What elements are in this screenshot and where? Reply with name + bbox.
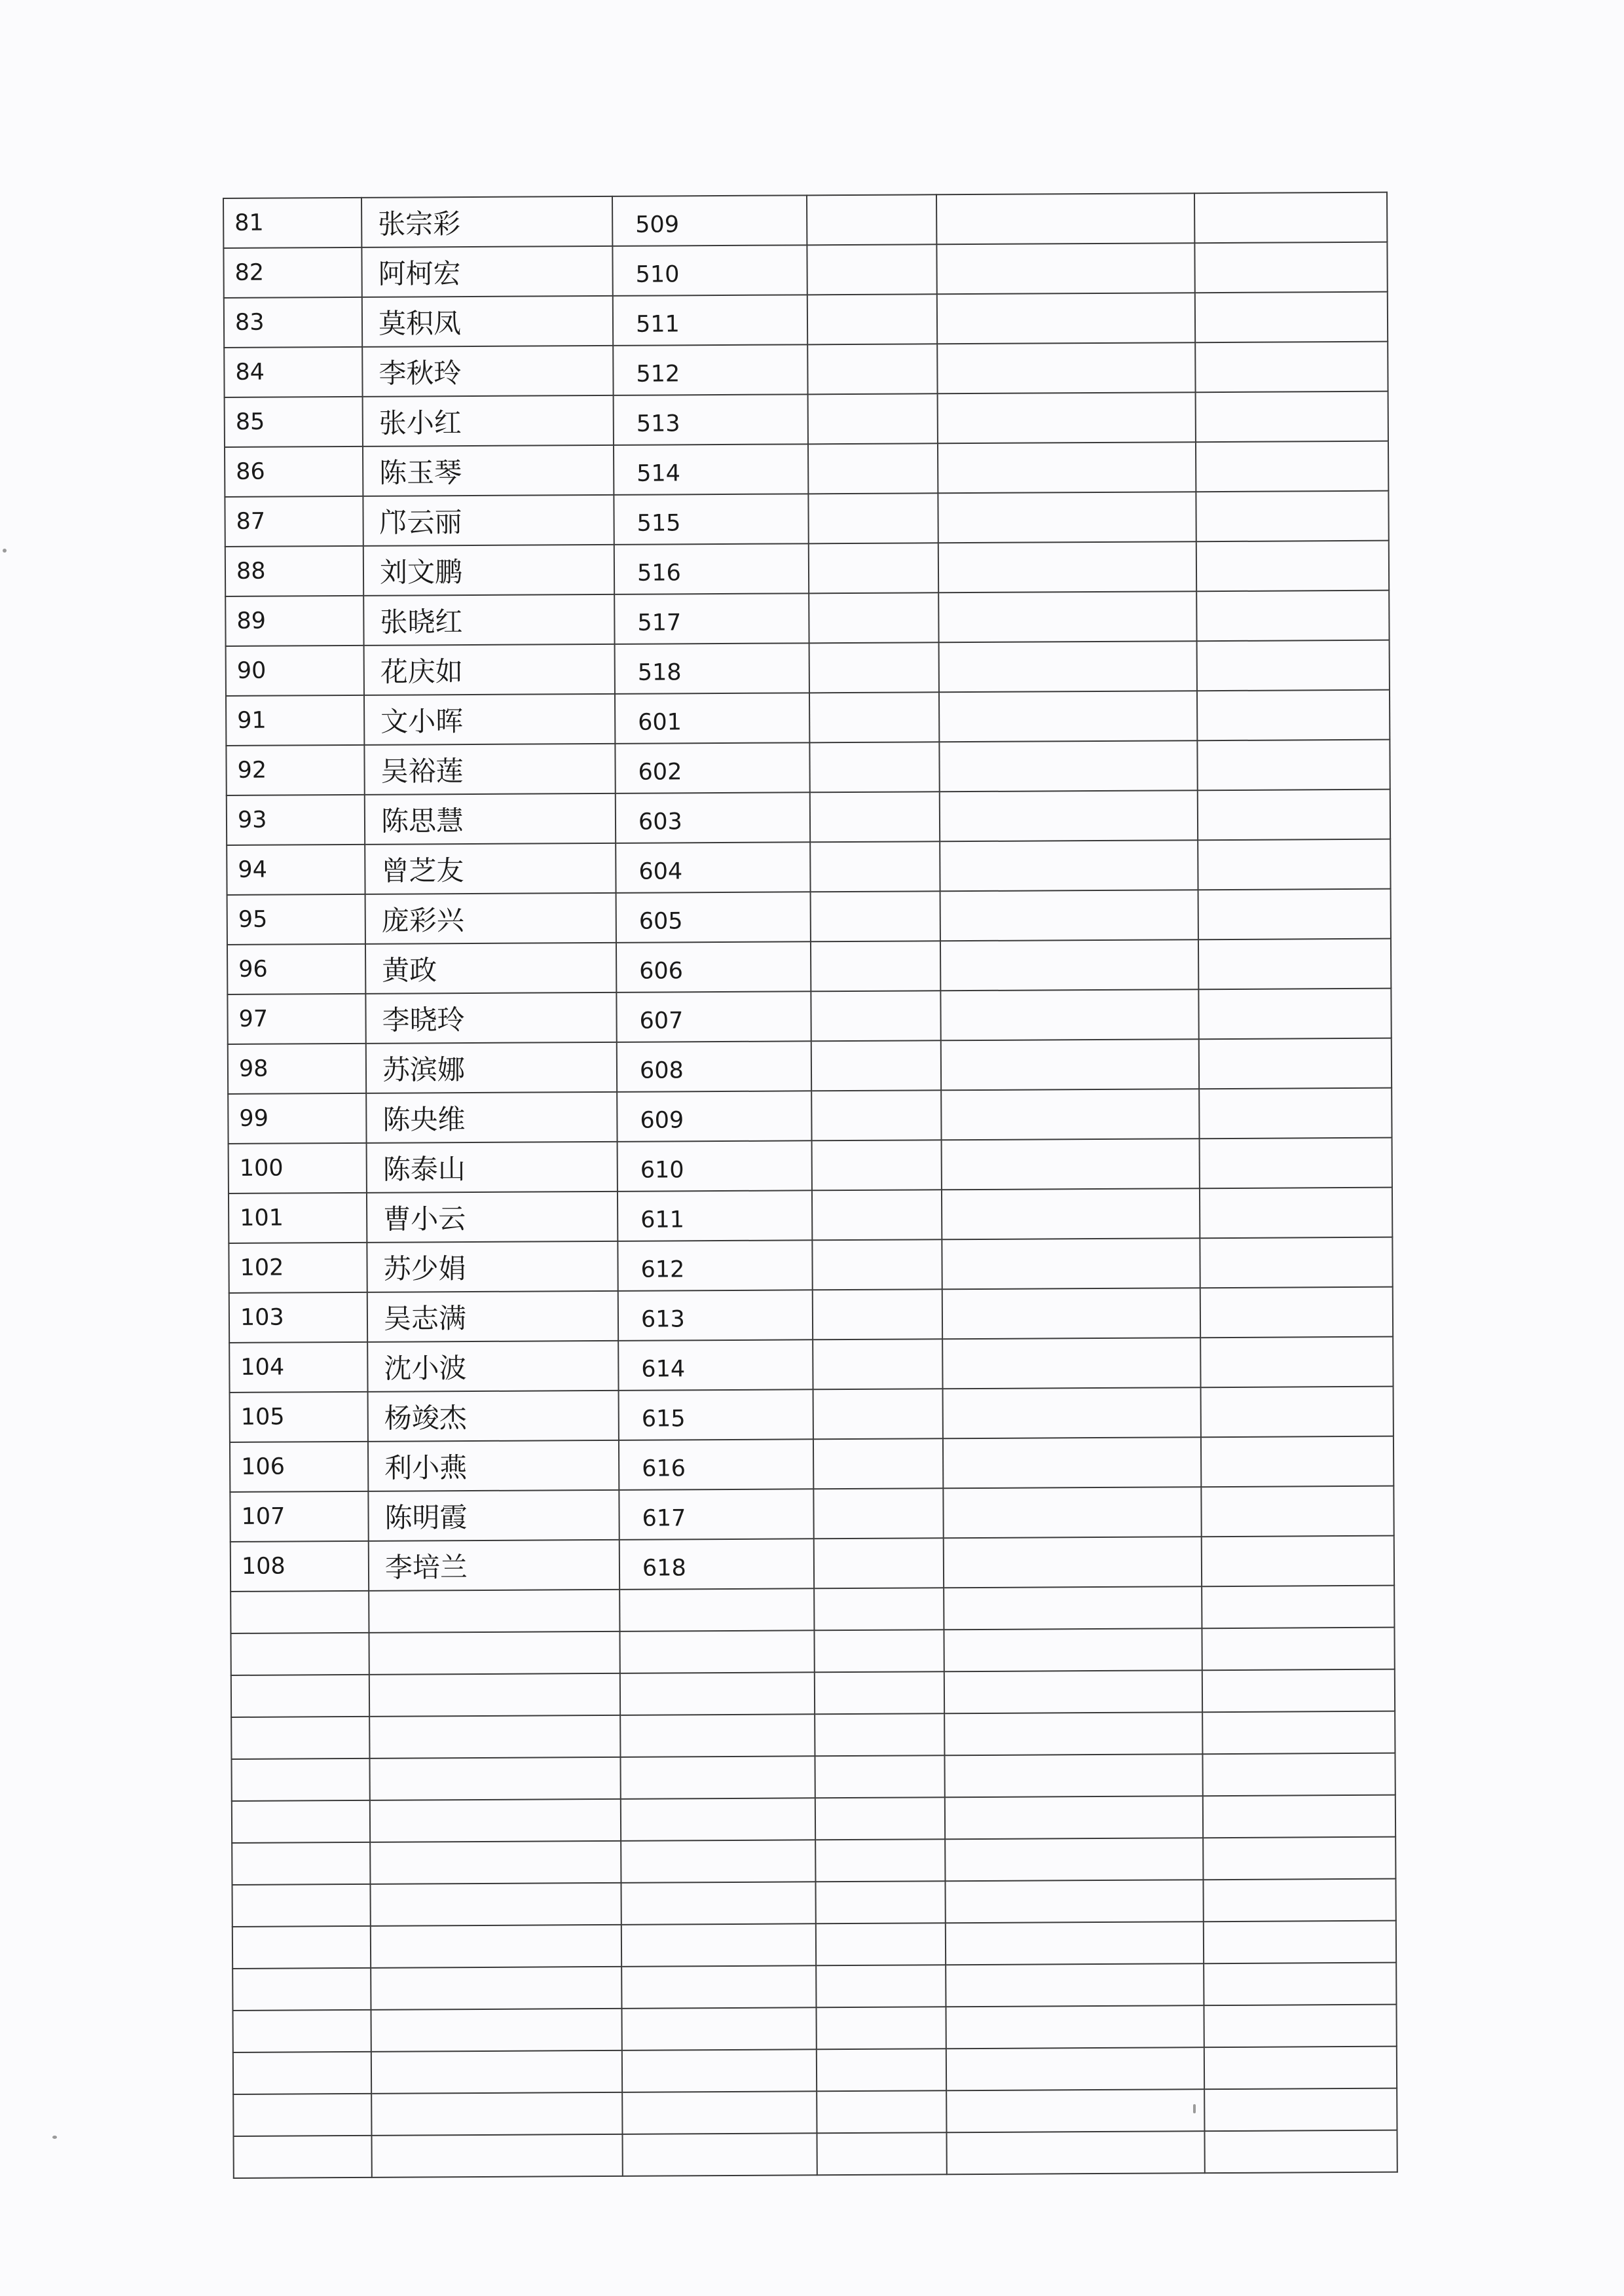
table-row bbox=[226, 740, 1390, 795]
name-cell: 黄政 bbox=[365, 943, 616, 994]
room-number-cell: 609 bbox=[617, 1091, 811, 1142]
row-number-cell: 101 bbox=[229, 1193, 367, 1243]
empty-cell bbox=[1194, 242, 1387, 293]
empty-cell bbox=[808, 443, 938, 494]
room-number-cell: 607 bbox=[616, 991, 811, 1042]
empty-cell bbox=[1203, 1795, 1395, 1838]
row-number-cell: 81 bbox=[223, 198, 361, 248]
table-row bbox=[230, 1387, 1393, 1442]
empty-cell bbox=[1195, 342, 1388, 393]
empty-cell bbox=[1202, 1628, 1394, 1671]
name-cell: 曹小云 bbox=[367, 1192, 618, 1243]
row-number-cell: 106 bbox=[230, 1442, 368, 1492]
empty-cell bbox=[621, 1798, 815, 1841]
row-number-cell: 92 bbox=[226, 745, 364, 795]
name-cell: 沈小波 bbox=[367, 1341, 618, 1392]
empty-cell bbox=[619, 1630, 814, 1673]
empty-cell bbox=[1201, 1387, 1393, 1438]
empty-cell bbox=[1196, 591, 1389, 642]
empty-table-row bbox=[232, 1795, 1395, 1843]
empty-cell bbox=[814, 1538, 944, 1588]
table-row bbox=[226, 640, 1390, 696]
empty-cell bbox=[233, 2052, 371, 2094]
empty-cell bbox=[370, 1883, 621, 1926]
table-row bbox=[229, 1287, 1393, 1343]
empty-cell bbox=[936, 243, 1194, 294]
row-number-cell: 96 bbox=[227, 944, 365, 994]
table-row bbox=[227, 989, 1391, 1044]
room-number-cell: 618 bbox=[619, 1539, 814, 1590]
room-number-cell: 513 bbox=[614, 394, 808, 445]
empty-cell bbox=[1204, 1963, 1396, 2006]
table-row bbox=[223, 242, 1387, 298]
table-row bbox=[223, 192, 1387, 248]
empty-cell bbox=[232, 2010, 371, 2052]
table-row bbox=[227, 839, 1390, 895]
empty-cell bbox=[944, 1712, 1202, 1755]
empty-cell bbox=[811, 991, 940, 1041]
table-row bbox=[228, 1038, 1392, 1094]
empty-table-row bbox=[231, 1586, 1394, 1633]
room-number-cell: 611 bbox=[618, 1190, 812, 1241]
empty-cell bbox=[816, 2007, 946, 2049]
empty-table-row bbox=[232, 1921, 1396, 1969]
empty-cell bbox=[807, 344, 937, 394]
empty-cell bbox=[808, 493, 938, 543]
empty-cell bbox=[815, 1755, 944, 1798]
empty-cell bbox=[937, 293, 1195, 344]
empty-cell bbox=[1194, 192, 1387, 244]
room-number-cell: 518 bbox=[615, 643, 809, 694]
empty-cell bbox=[1196, 541, 1389, 592]
empty-cell bbox=[1198, 889, 1391, 940]
name-cell: 刘文鹏 bbox=[363, 545, 614, 596]
empty-cell bbox=[813, 1488, 943, 1539]
empty-cell bbox=[1203, 1879, 1395, 1922]
room-number-cell: 517 bbox=[614, 593, 809, 644]
empty-cell bbox=[944, 1670, 1202, 1713]
table-row bbox=[229, 1138, 1392, 1194]
row-number-cell: 89 bbox=[225, 596, 363, 646]
empty-cell bbox=[940, 989, 1198, 1040]
empty-cell bbox=[369, 1631, 619, 1675]
empty-cell bbox=[938, 591, 1196, 642]
empty-cell bbox=[234, 2136, 372, 2178]
name-cell: 李培兰 bbox=[369, 1540, 619, 1591]
empty-cell bbox=[1200, 1188, 1392, 1239]
empty-cell bbox=[1197, 640, 1390, 691]
room-number-cell: 614 bbox=[618, 1339, 813, 1391]
row-number-cell: 94 bbox=[227, 845, 365, 895]
empty-table-row bbox=[232, 1879, 1395, 1927]
empty-cell bbox=[942, 1188, 1200, 1239]
name-cell: 吴志满 bbox=[367, 1291, 618, 1342]
empty-cell bbox=[942, 1238, 1200, 1289]
room-number-cell: 615 bbox=[619, 1389, 813, 1440]
room-number-cell: 515 bbox=[614, 494, 808, 545]
empty-cell bbox=[621, 2007, 816, 2050]
row-number-cell: 90 bbox=[226, 646, 364, 696]
empty-cell bbox=[1197, 690, 1390, 741]
row-number-cell: 83 bbox=[224, 297, 362, 348]
empty-cell bbox=[1202, 1753, 1395, 1796]
empty-cell bbox=[809, 692, 939, 742]
empty-cell bbox=[944, 1586, 1202, 1630]
name-cell: 庞彩兴 bbox=[365, 893, 616, 944]
row-number-cell: 103 bbox=[229, 1292, 367, 1343]
table-row bbox=[225, 392, 1388, 447]
empty-cell bbox=[939, 740, 1197, 792]
empty-cell bbox=[622, 2133, 817, 2176]
empty-cell bbox=[620, 1756, 815, 1799]
empty-cell bbox=[232, 1842, 370, 1885]
room-number-cell: 606 bbox=[616, 941, 811, 993]
name-cell: 陈明霞 bbox=[368, 1490, 619, 1541]
empty-cell bbox=[812, 1140, 942, 1190]
name-cell: 李秋玲 bbox=[362, 346, 613, 397]
room-number-cell: 510 bbox=[612, 245, 807, 296]
empty-cell bbox=[815, 1881, 945, 1923]
empty-cell bbox=[817, 2090, 946, 2133]
empty-cell bbox=[946, 2005, 1204, 2049]
empty-cell bbox=[232, 1926, 371, 1969]
empty-cell bbox=[807, 244, 936, 295]
table-row bbox=[225, 591, 1389, 646]
empty-cell bbox=[232, 1968, 371, 2011]
empty-cell bbox=[370, 1841, 621, 1884]
row-number-cell: 108 bbox=[231, 1541, 369, 1592]
table-row bbox=[227, 790, 1390, 845]
row-number-cell: 82 bbox=[223, 247, 361, 298]
table-row bbox=[229, 1188, 1392, 1243]
empty-cell bbox=[939, 691, 1197, 742]
table-row bbox=[227, 939, 1391, 994]
name-cell: 张晓红 bbox=[363, 594, 614, 646]
name-cell: 曾芝友 bbox=[365, 843, 616, 894]
empty-cell bbox=[1199, 1038, 1392, 1089]
empty-cell bbox=[620, 1672, 815, 1715]
empty-cell bbox=[369, 1757, 620, 1800]
table-row bbox=[224, 342, 1388, 397]
empty-cell bbox=[811, 941, 940, 991]
empty-cell bbox=[1196, 392, 1388, 443]
empty-cell bbox=[619, 1588, 814, 1631]
empty-cell bbox=[814, 1630, 944, 1672]
empty-cell bbox=[937, 342, 1195, 393]
empty-cell bbox=[231, 1758, 369, 1801]
table-row bbox=[229, 1237, 1392, 1293]
empty-cell bbox=[621, 1882, 815, 1925]
empty-cell bbox=[936, 193, 1194, 244]
empty-cell bbox=[945, 1838, 1203, 1881]
empty-cell bbox=[946, 1963, 1204, 2007]
empty-cell bbox=[811, 891, 940, 941]
empty-cell bbox=[231, 1717, 369, 1759]
empty-cell bbox=[369, 1590, 619, 1633]
name-cell: 陈央维 bbox=[366, 1092, 617, 1143]
empty-cell bbox=[1202, 1536, 1394, 1587]
empty-cell bbox=[809, 742, 939, 792]
empty-cell bbox=[812, 1239, 942, 1290]
empty-cell bbox=[1202, 1711, 1395, 1755]
empty-cell bbox=[1204, 2130, 1397, 2174]
empty-cell bbox=[811, 1040, 941, 1091]
name-cell: 吴裕莲 bbox=[364, 744, 615, 795]
empty-cell bbox=[942, 1338, 1200, 1389]
empty-cell bbox=[622, 2091, 817, 2134]
empty-cell bbox=[817, 2049, 946, 2091]
name-cell: 李晓玲 bbox=[365, 993, 616, 1044]
empty-cell bbox=[370, 1799, 621, 1842]
room-number-cell: 613 bbox=[618, 1290, 813, 1341]
room-number-cell: 610 bbox=[618, 1140, 812, 1192]
row-number-cell: 95 bbox=[227, 894, 365, 945]
empty-cell bbox=[943, 1437, 1201, 1488]
room-number-cell: 601 bbox=[615, 693, 809, 744]
empty-cell bbox=[816, 1923, 946, 1965]
name-cell: 苏滨娜 bbox=[366, 1042, 617, 1093]
empty-cell bbox=[813, 1438, 943, 1489]
name-cell: 陈思慧 bbox=[365, 793, 616, 845]
empty-cell bbox=[809, 543, 938, 593]
empty-cell bbox=[1201, 1436, 1393, 1487]
empty-cell bbox=[942, 1139, 1200, 1190]
room-number-cell: 509 bbox=[612, 195, 807, 246]
empty-cell bbox=[946, 1922, 1204, 1965]
room-number-cell: 612 bbox=[618, 1240, 812, 1291]
empty-cell bbox=[1196, 441, 1388, 492]
row-number-cell: 85 bbox=[225, 397, 363, 447]
empty-cell bbox=[232, 1884, 370, 1927]
empty-table-row bbox=[232, 2005, 1396, 2052]
empty-cell bbox=[231, 1675, 369, 1717]
scan-speck bbox=[1193, 2104, 1196, 2113]
table-row bbox=[225, 491, 1388, 547]
table-row bbox=[230, 1436, 1393, 1492]
name-cell: 莫积凤 bbox=[362, 296, 613, 347]
empty-cell bbox=[622, 2049, 817, 2092]
room-number-cell: 514 bbox=[614, 444, 808, 495]
empty-cell bbox=[811, 1090, 941, 1140]
empty-cell bbox=[1200, 1237, 1392, 1288]
room-number-cell: 604 bbox=[616, 842, 810, 893]
empty-cell bbox=[1202, 1669, 1395, 1713]
row-number-cell: 87 bbox=[225, 496, 363, 547]
room-number-cell: 605 bbox=[616, 892, 811, 943]
empty-cell bbox=[1196, 491, 1388, 542]
room-number-cell: 616 bbox=[619, 1439, 813, 1490]
empty-cell bbox=[940, 840, 1198, 891]
table-row bbox=[230, 1486, 1393, 1542]
empty-cell bbox=[812, 1190, 942, 1240]
name-cell: 邝云丽 bbox=[363, 495, 614, 546]
empty-cell bbox=[946, 2047, 1204, 2090]
empty-cell bbox=[815, 1671, 944, 1714]
empty-cell bbox=[941, 1089, 1199, 1140]
empty-cell bbox=[231, 1591, 369, 1633]
empty-cell bbox=[809, 642, 939, 693]
name-cell: 利小燕 bbox=[368, 1440, 619, 1491]
room-number-cell: 603 bbox=[616, 792, 810, 843]
room-number-cell: 511 bbox=[613, 295, 807, 346]
row-number-cell: 105 bbox=[230, 1392, 368, 1442]
row-number-cell: 97 bbox=[227, 994, 365, 1044]
row-number-cell: 102 bbox=[229, 1243, 367, 1293]
table-row bbox=[229, 1337, 1393, 1393]
row-number-cell: 88 bbox=[225, 546, 363, 596]
empty-table-row bbox=[232, 1963, 1396, 2011]
empty-cell bbox=[946, 2089, 1204, 2132]
empty-cell bbox=[231, 1633, 369, 1675]
room-number-cell: 516 bbox=[614, 543, 809, 594]
name-cell: 阿柯宏 bbox=[361, 246, 612, 297]
empty-cell bbox=[233, 2094, 371, 2136]
empty-table-row bbox=[231, 1669, 1395, 1717]
name-cell: 陈玉琴 bbox=[363, 445, 614, 496]
empty-cell bbox=[816, 1965, 946, 2007]
empty-table-row bbox=[231, 1628, 1394, 1675]
table-row bbox=[225, 541, 1389, 596]
row-number-cell: 98 bbox=[228, 1044, 366, 1094]
empty-cell bbox=[808, 393, 938, 444]
empty-cell bbox=[372, 2134, 623, 2178]
empty-cell bbox=[944, 1537, 1202, 1588]
empty-cell bbox=[1204, 2088, 1397, 2132]
empty-cell bbox=[815, 1797, 945, 1840]
name-cell: 文小晖 bbox=[364, 694, 615, 745]
roster-table bbox=[223, 192, 1398, 2179]
empty-cell bbox=[807, 294, 937, 344]
table-row bbox=[226, 690, 1390, 746]
empty-cell bbox=[813, 1389, 943, 1439]
empty-cell bbox=[1200, 1337, 1393, 1388]
empty-cell bbox=[939, 641, 1197, 692]
empty-cell bbox=[943, 1487, 1201, 1538]
empty-cell bbox=[369, 1715, 620, 1758]
row-number-cell: 86 bbox=[225, 446, 363, 497]
name-cell: 杨竣杰 bbox=[368, 1391, 619, 1442]
table-row bbox=[231, 1536, 1394, 1592]
empty-cell bbox=[1199, 1088, 1392, 1139]
row-number-cell: 91 bbox=[226, 695, 364, 746]
table-row bbox=[225, 441, 1388, 497]
empty-cell bbox=[813, 1289, 942, 1339]
empty-cell bbox=[232, 1800, 370, 1843]
empty-cell bbox=[941, 1039, 1199, 1090]
name-cell: 苏少娟 bbox=[367, 1241, 618, 1292]
room-number-cell: 512 bbox=[613, 344, 807, 395]
empty-cell bbox=[1198, 839, 1390, 890]
name-cell: 花庆如 bbox=[364, 644, 615, 695]
table-row bbox=[227, 889, 1391, 945]
empty-cell bbox=[1195, 292, 1388, 343]
empty-cell bbox=[371, 2092, 622, 2136]
table-row bbox=[224, 292, 1388, 348]
empty-cell bbox=[1204, 1921, 1396, 1964]
row-number-cell: 100 bbox=[229, 1143, 367, 1194]
empty-cell bbox=[938, 392, 1196, 443]
empty-cell bbox=[371, 2009, 621, 2052]
empty-table-row bbox=[233, 2088, 1397, 2136]
scan-speck bbox=[52, 2136, 57, 2139]
empty-cell bbox=[621, 1840, 815, 1883]
row-number-cell: 93 bbox=[227, 795, 365, 845]
empty-cell bbox=[1198, 989, 1391, 1040]
empty-cell bbox=[943, 1387, 1201, 1438]
empty-cell bbox=[815, 1713, 944, 1756]
row-number-cell: 104 bbox=[229, 1342, 367, 1393]
empty-cell bbox=[1198, 939, 1391, 990]
row-number-cell: 84 bbox=[224, 347, 362, 397]
scan-speck bbox=[3, 549, 7, 553]
name-cell: 陈泰山 bbox=[367, 1142, 618, 1193]
table-row bbox=[228, 1088, 1392, 1144]
empty-cell bbox=[621, 1965, 816, 2009]
empty-cell bbox=[1200, 1287, 1393, 1338]
name-cell: 张宗彩 bbox=[361, 196, 612, 247]
empty-table-row bbox=[232, 1837, 1395, 1885]
name-cell: 张小红 bbox=[363, 395, 614, 446]
empty-cell bbox=[942, 1288, 1200, 1339]
empty-cell bbox=[371, 1925, 621, 1968]
empty-cell bbox=[944, 1628, 1202, 1671]
row-number-cell: 99 bbox=[228, 1093, 366, 1144]
empty-cell bbox=[938, 541, 1196, 592]
empty-cell bbox=[940, 890, 1198, 941]
empty-cell bbox=[1203, 1837, 1395, 1880]
empty-cell bbox=[807, 194, 936, 245]
empty-cell bbox=[620, 1714, 815, 1757]
room-number-cell: 602 bbox=[615, 742, 809, 793]
room-number-cell: 617 bbox=[619, 1489, 813, 1540]
empty-cell bbox=[810, 792, 940, 842]
row-number-cell: 107 bbox=[230, 1491, 368, 1542]
empty-cell bbox=[369, 1673, 620, 1717]
empty-cell bbox=[1201, 1486, 1393, 1537]
empty-cell bbox=[1200, 1138, 1392, 1189]
roster-table-body bbox=[223, 192, 1397, 2178]
empty-cell bbox=[945, 1880, 1203, 1923]
empty-cell bbox=[1198, 790, 1390, 841]
empty-cell bbox=[940, 790, 1198, 841]
empty-table-row bbox=[231, 1753, 1395, 1801]
empty-cell bbox=[815, 1839, 945, 1882]
empty-cell bbox=[1197, 740, 1390, 791]
empty-table-row bbox=[233, 2047, 1397, 2094]
empty-cell bbox=[1202, 1586, 1394, 1629]
empty-cell bbox=[371, 1967, 621, 2010]
empty-table-row bbox=[234, 2130, 1397, 2178]
empty-cell bbox=[817, 2132, 946, 2175]
empty-cell bbox=[813, 1339, 942, 1389]
empty-cell bbox=[1204, 2047, 1397, 2090]
empty-cell bbox=[938, 492, 1196, 543]
empty-cell bbox=[810, 841, 940, 892]
empty-cell bbox=[1204, 2005, 1396, 2048]
empty-cell bbox=[946, 2131, 1204, 2174]
empty-cell bbox=[371, 2050, 622, 2094]
room-number-cell: 608 bbox=[617, 1041, 811, 1092]
empty-cell bbox=[814, 1588, 944, 1630]
empty-cell bbox=[940, 939, 1198, 991]
empty-cell bbox=[809, 592, 938, 643]
empty-cell bbox=[621, 1923, 816, 1967]
empty-cell bbox=[938, 442, 1196, 493]
empty-cell bbox=[945, 1796, 1203, 1839]
empty-table-row bbox=[231, 1711, 1395, 1759]
empty-cell bbox=[944, 1754, 1202, 1797]
